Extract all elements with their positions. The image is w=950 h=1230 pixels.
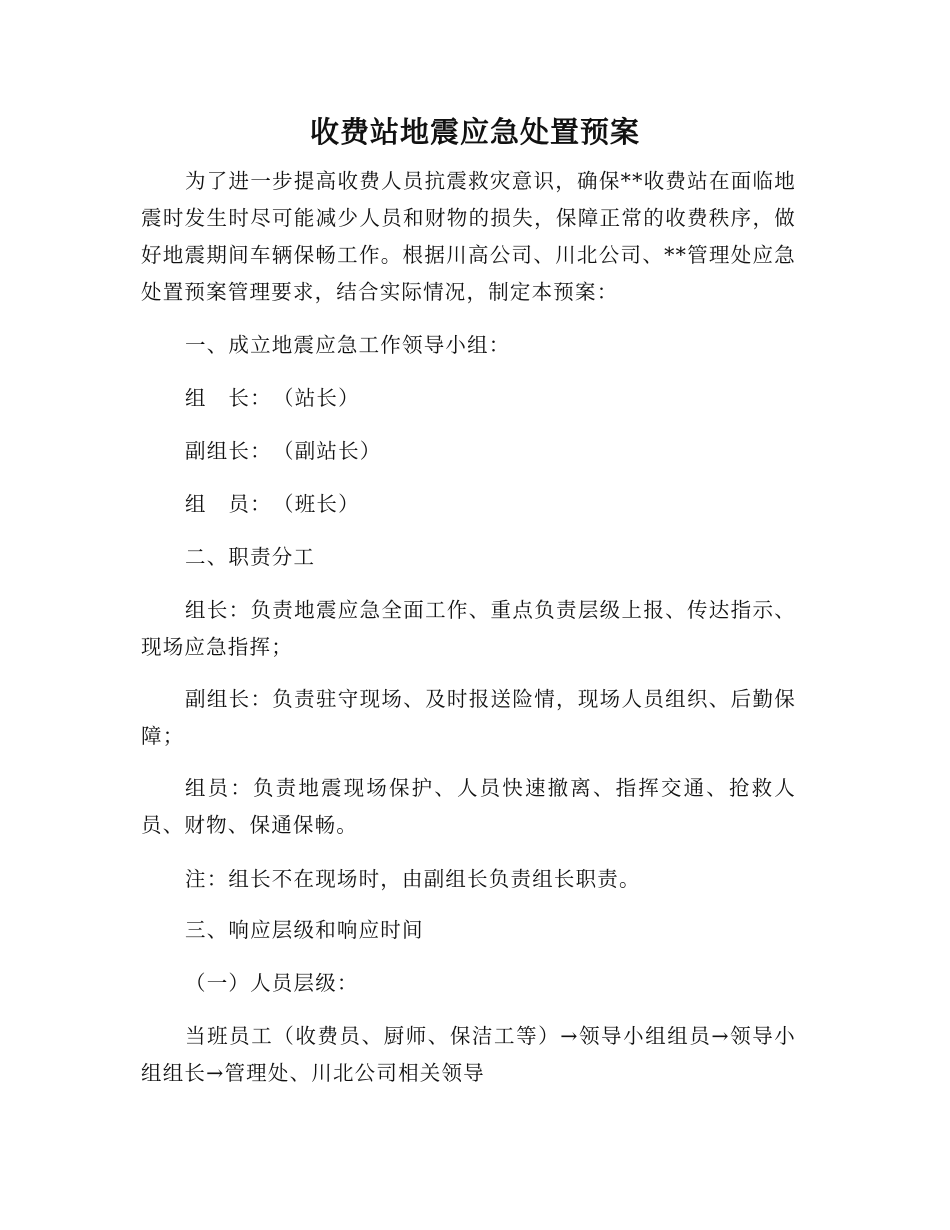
subsection-heading-personnel-levels: （一）人员层级：	[185, 971, 359, 995]
section-heading-division-of-duties: 二、职责分工	[185, 545, 316, 569]
document-title: 收费站地震应急处置预案	[309, 115, 640, 149]
leader-line: 组 长： （站长）	[185, 386, 360, 410]
intro-paragraph: 为了进一步提高收费人员抗震救灾意识，确保**收费站在面临地震时发生时尽可能减少人员和财物的损失，保障正常的收费秩序，做好地震期间车辆保畅工作。根据川高公司、川北公司、**管理处应急处置预案管理要求，结合实际情况，制定本预案：	[141, 169, 796, 304]
personnel-level-paragraph: 当班员工（收费员、厨师、保洁工等）→领导小组组员→领导小组组长→管理处、川北公司相关领导	[141, 1024, 796, 1085]
member-line: 组 员： （班长）	[185, 492, 360, 516]
leader-duty-paragraph: 组长：负责地震应急全面工作、重点负责层级上报、传达指示、现场应急指挥；	[141, 598, 796, 659]
section-heading-response-levels: 三、响应层级和响应时间	[185, 918, 424, 942]
member-duty-paragraph: 组员：负责地震现场保护、人员快速撤离、指挥交通、抢救人员、财物、保通保畅。	[141, 776, 796, 837]
note-paragraph: 注：组长不在现场时，由副组长负责组长职责。	[185, 867, 641, 891]
deputy-duty-paragraph: 副组长：负责驻守现场、及时报送险情，现场人员组织、后勤保障；	[141, 687, 796, 748]
deputy-leader-line: 副组长： （副站长）	[185, 439, 382, 463]
section-heading-leadership-group: 一、成立地震应急工作领导小组：	[185, 333, 511, 357]
